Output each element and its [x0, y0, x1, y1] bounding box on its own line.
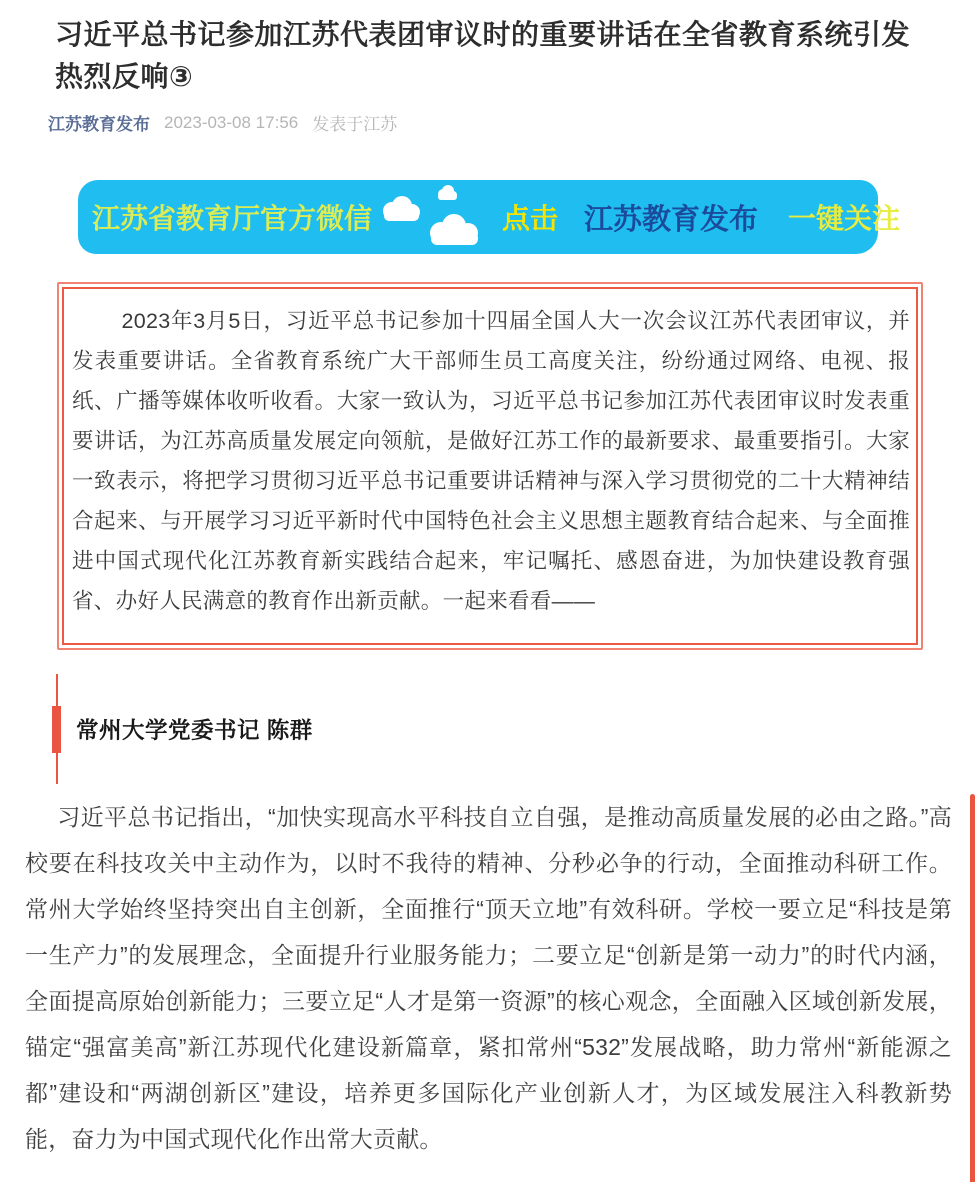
publish-location: 发表于江苏 — [312, 115, 398, 134]
banner-account-title: 江苏省教育厅官方微信 — [92, 203, 373, 234]
cloud-icon — [435, 185, 459, 200]
account-link[interactable]: 江苏教育发布 — [48, 115, 150, 134]
heading-accent-bar — [52, 674, 64, 784]
section-title: 常州大学党委书记 陈群 — [76, 718, 313, 743]
article-meta — [48, 110, 980, 135]
publish-datetime: 2023-03-08 17:56 — [164, 112, 299, 132]
accent-thick-bar — [52, 706, 61, 753]
follow-banner[interactable] — [78, 180, 901, 254]
banner-click-label: 点击 — [502, 203, 559, 234]
article-title: 习近平总书记参加江苏代表团审议时的重要讲话在全省教育系统引发热烈反响③ — [55, 19, 911, 92]
cloud-icon — [380, 195, 422, 222]
banner-account-name: 江苏教育发布 — [584, 203, 759, 236]
right-accent-line — [970, 794, 975, 1182]
clouds-illustration — [372, 180, 490, 254]
body-paragraph: 习近平总书记指出，“加快实现高水平科技自立自强，是推动高质量发展的必由之路。”高校要在科技攻关中主动作为，以时不我待的精神、分秒必争的行动，全面推动科研工作。常州大学始终坚持突出自主创新，全面推行“顶天立地”有效科研。学校一要立足“科技是第一生产力”的发展理念，全面提升行业服务能力；二要立足“创新是第一动力”的时代内涵，全面提高原始创新能力；三要立足“人才是第一资源”的核心观念，全面融入区域创新发展，锚定“强富美高”新江苏现代化建设新篇章，紧扣常州“532”发展战略，助力常州“新能源之都”建设和“两湖创新区”建设，培养更多国际化产业创新人才，为区域发展注入科教新势能，奋力为中国式现代化作出常大贡献。 — [25, 804, 952, 1152]
banner-follow-button[interactable]: 一键关注 — [788, 203, 901, 234]
section-heading — [52, 674, 980, 784]
article-body — [0, 794, 980, 1182]
cloud-icon — [426, 213, 482, 245]
summary-box-inner — [62, 287, 918, 645]
summary-box — [57, 282, 923, 650]
summary-text: 2023年3月5日，习近平总书记参加十四届全国人大一次会议江苏代表团审议，并发表重要讲话。全省教育系统广大干部师生员工高度关注，纷纷通过网络、电视、报纸、广播等媒体收听收看。大家一致认为，习近平总书记参加江苏代表团审议时发表重要讲话，为江苏高质量发展定向领航，是做好江苏工作的最新要求、最重要指引。大家一致表示，将把学习贯彻习近平总书记重要讲话精神与深入学习贯彻党的二十大精神结合起来、与开展学习习近平新时代中国特色社会主义思想主题教育结合起来、与全面推进中国式现代化江苏教育新实践结合起来，牢记嘱托、感恩奋进，为加快建设教育强省、办好人民满意的教育作出新贡献。一起来看看—— — [72, 309, 910, 613]
